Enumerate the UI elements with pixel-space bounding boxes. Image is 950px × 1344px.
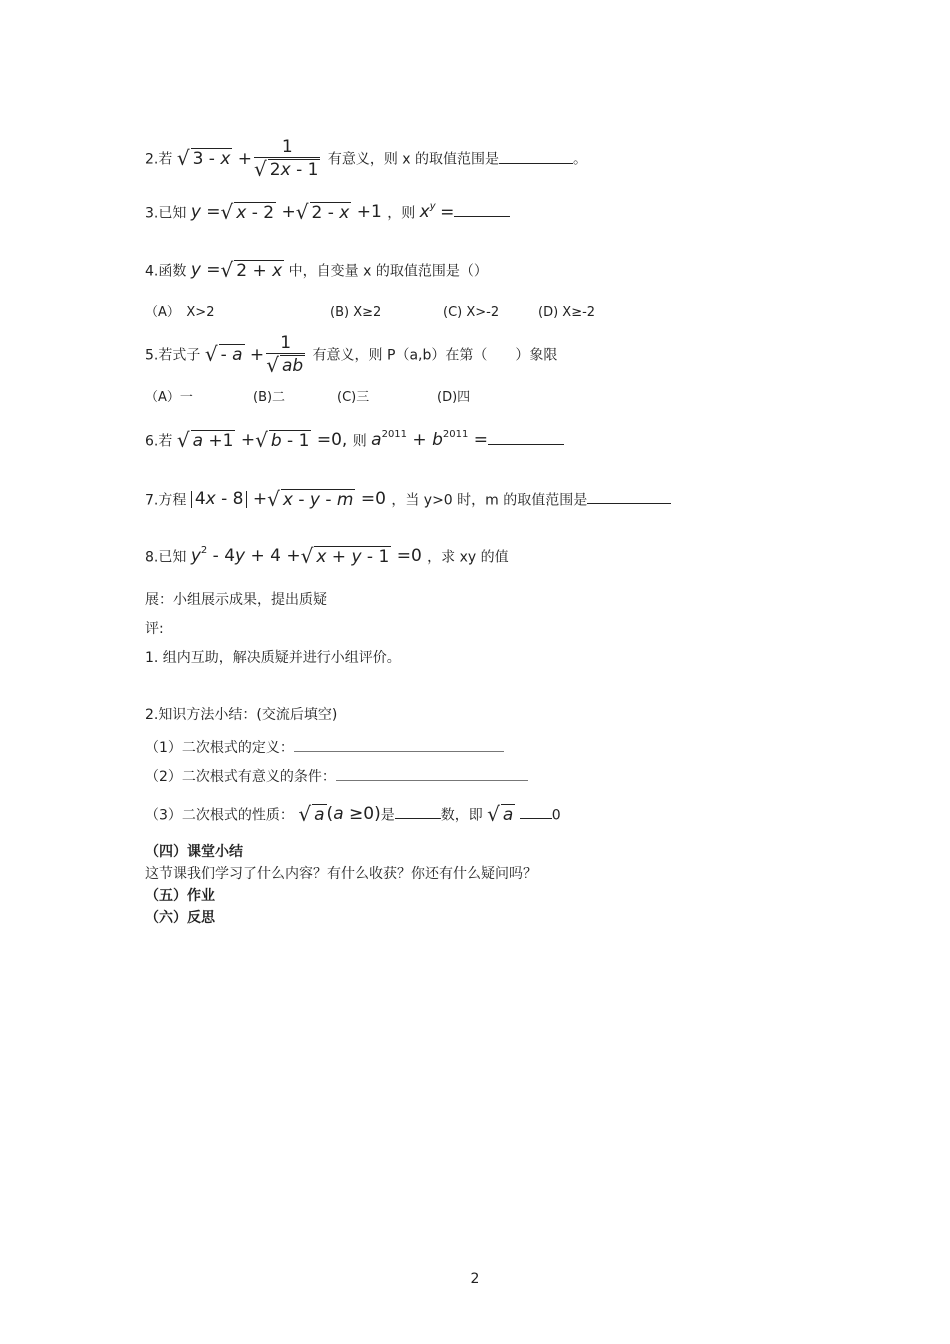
summary-item-3 [145, 804, 561, 825]
q3-answer-blank[interactable] [454, 202, 510, 217]
q5-option-d[interactable]: (D)四 [437, 390, 471, 405]
q6-exp-b: 2011 [442, 429, 469, 441]
summary-item-2 [145, 766, 528, 784]
ping-label: 评: [145, 621, 164, 637]
question-4 [145, 260, 488, 281]
question-5 [145, 334, 557, 375]
q6-mid: 则 [352, 433, 367, 450]
q7-pre: 方程 [158, 492, 187, 509]
summary-item-3-blank-2[interactable] [520, 804, 552, 819]
q7-number: 7. [145, 492, 159, 509]
q6-formula: √ a +1 + √ b - 1 =0, [176, 428, 353, 452]
q5-options [145, 391, 470, 404]
q6-number: 6. [145, 433, 159, 450]
q3-power: $x^y$ [419, 201, 436, 223]
summary-item-3-formula-1: √ a (a ≥0) [298, 802, 381, 826]
q5-number: 5. [145, 347, 159, 364]
summary-item-3-blank-1[interactable] [395, 804, 441, 819]
q8-number: 8. [145, 549, 159, 566]
q6-exp-a: 2011 [381, 429, 408, 441]
q7-post: ，当 y>0 时，m 的取值范围是 [391, 492, 588, 509]
q4-pre: 函数 [158, 263, 187, 280]
summary-item-3-mid1: 是 [380, 807, 395, 824]
summary-item-3-formula-2: √ a [487, 802, 514, 826]
q2-number: 2. [145, 151, 159, 168]
summary-item-1 [145, 737, 504, 755]
question-6 [145, 430, 564, 451]
section-5-heading: （五）作业 [145, 888, 215, 904]
q4-option-a[interactable]: （A） X>2 [145, 305, 215, 320]
q5-option-b[interactable]: (B)二 [253, 390, 286, 405]
summary-item-1-blank[interactable] [294, 737, 504, 752]
q6-pre: 若 [158, 433, 173, 450]
q7-answer-blank[interactable] [587, 489, 671, 504]
summary-item-2-label: （2）二次根式有意义的条件： [145, 769, 336, 785]
q5-option-c[interactable]: (C)三 [337, 390, 370, 405]
section-6-heading: （六）反思 [145, 910, 215, 926]
q3-formula: y = √ x - 2 + √ 2 - x +1 [190, 200, 388, 224]
summary-item-3-mid2: 数，即 [440, 807, 483, 824]
summary-item-2-blank[interactable] [336, 766, 528, 781]
q4-number: 4. [145, 263, 159, 280]
q6-power-expr: $a^{2011} + b^{2011}$ = [371, 429, 488, 451]
q8-pre: 已知 [158, 549, 187, 566]
page-number: 2 [470, 1271, 480, 1287]
q4-option-c[interactable]: (C) X>-2 [443, 305, 500, 320]
summary-item-1-label: （1）二次根式的定义： [145, 740, 294, 756]
q4-options [145, 306, 595, 319]
q2-end: 。 [573, 151, 588, 168]
q2-formula: √ 3 - x + 1 √ 2x - 1 [176, 137, 319, 181]
q3-number: 3. [145, 205, 159, 222]
q5-post: 有意义，则 P（a,b）在第（ ）象限 [312, 347, 558, 364]
q2-answer-blank[interactable] [499, 149, 573, 164]
question-7 [145, 489, 671, 510]
q6-answer-blank[interactable] [488, 430, 564, 445]
q6-eq: = [473, 430, 488, 451]
q2-pre: 若 [158, 151, 173, 168]
summary-title: 2.知识方法小结：(交流后填空) [145, 707, 338, 723]
summary-item-3-pre: （3）二次根式的性质： [145, 807, 294, 824]
section-4-text: 这节课我们学习了什么内容？有什么收获？你还有什么疑问吗？ [145, 866, 537, 882]
q4-formula: y = √ 2 + x [190, 258, 283, 282]
zhan-text: 展：小组展示成果，提出质疑 [145, 592, 327, 608]
ping-item-1: 1. 组内互助，解决质疑并进行小组评价。 [145, 650, 401, 666]
q3-mid: ，则 [387, 205, 416, 222]
summary-item-3-end: 0 [551, 807, 561, 824]
q3-eq: = [440, 202, 455, 223]
q4-option-b[interactable]: (B) X≥2 [330, 305, 382, 320]
q5-formula: √ - a + 1 √ ab [204, 333, 304, 377]
q4-post: 中，自变量 x 的取值范围是（） [288, 263, 488, 280]
q4-option-d[interactable]: (D) X≥-2 [538, 305, 596, 320]
q2-post: 有意义，则 x 的取值范围是 [327, 151, 500, 168]
question-3 [145, 202, 510, 223]
q8-post: ，求 xy 的值 [427, 549, 509, 566]
section-4-heading: （四）课堂小结 [145, 844, 243, 860]
q5-option-a[interactable]: （A）一 [145, 390, 193, 405]
question-2 [145, 138, 587, 179]
q7-formula: 4x - 8 + √ x - y - m =0 [191, 489, 392, 509]
question-8 [145, 546, 509, 567]
q3-pre: 已知 [158, 205, 187, 222]
q5-pre: 若式子 [158, 347, 201, 364]
q8-formula: $y^2 - 4y + 4$ + √ x + y - 1 =0 [190, 544, 428, 568]
